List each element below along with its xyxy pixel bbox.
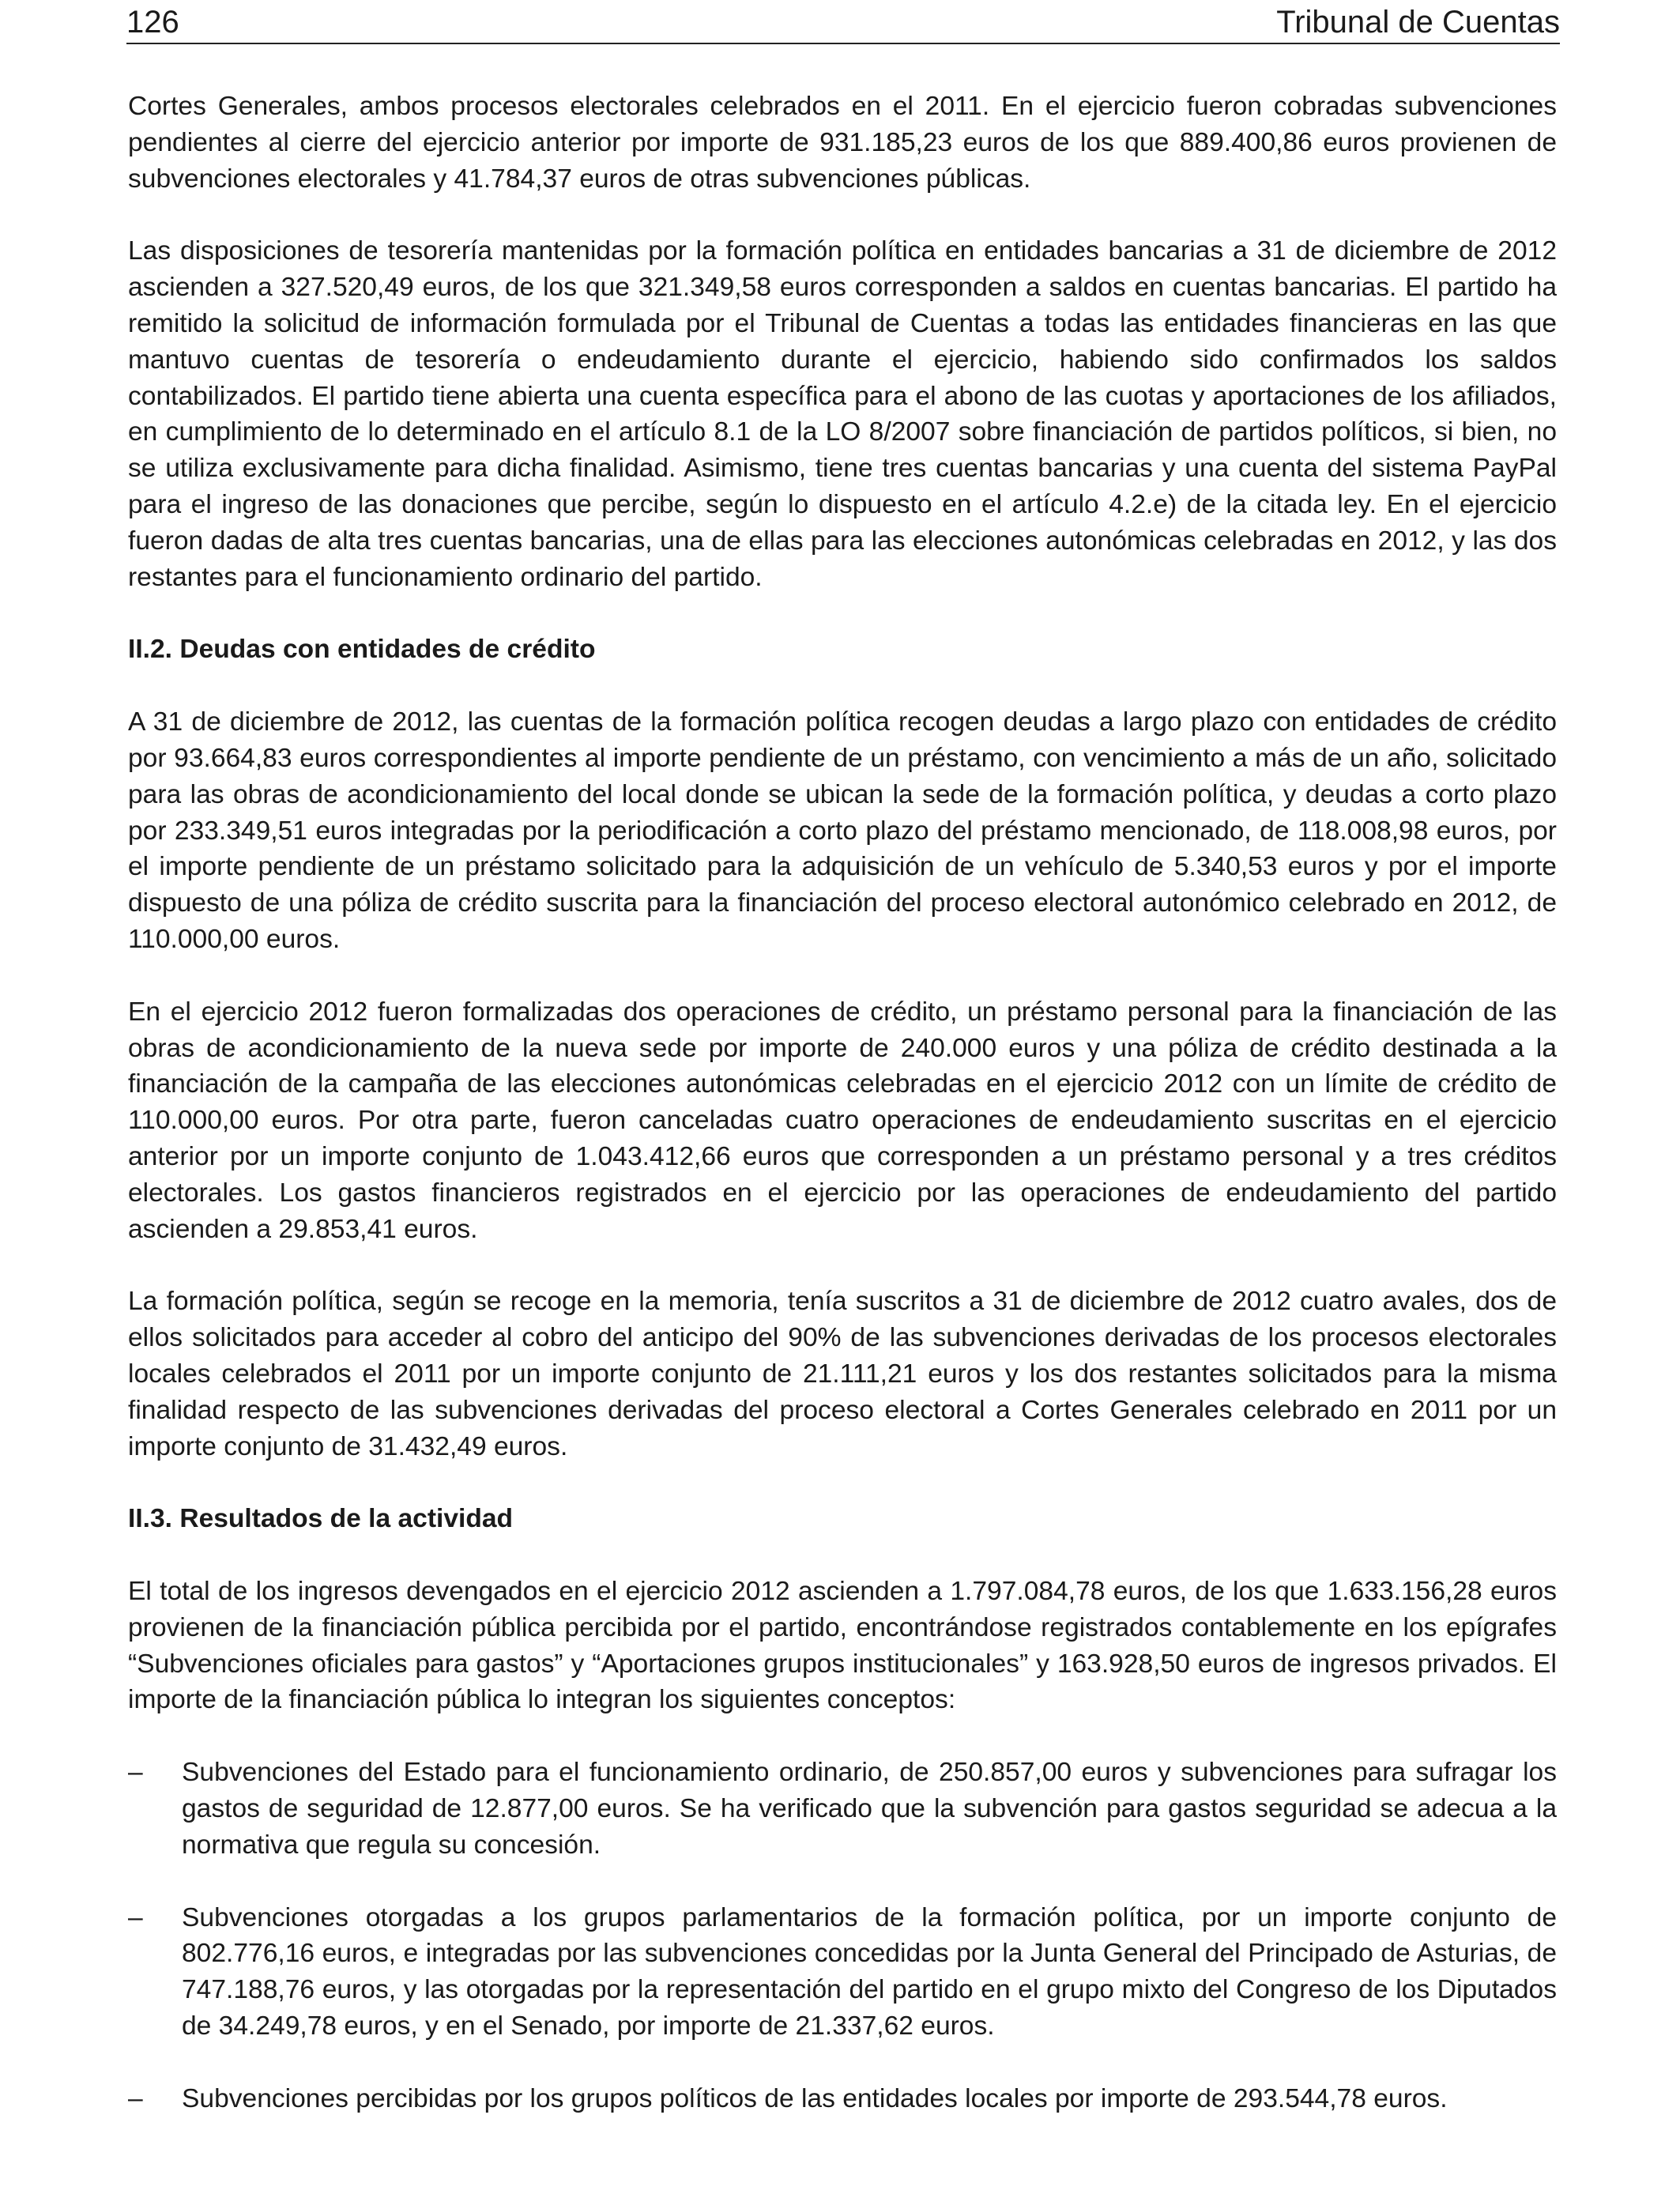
list-item xyxy=(128,1900,1557,2045)
publication-title: Tribunal de Cuentas xyxy=(1276,5,1560,40)
paragraph: En el ejercicio 2012 fueron formalizadas dos operaciones de crédito, un préstamo personal para la financiación de las obras de acondicionamiento de la nueva sede por importe de 240.000 euros y una póliza de crédito destinada a la financiación de la campaña de las elecciones autonómicas celebradas en el ejercicio 2012 con un límite de crédito de 110.000,00 euros. Por otra parte, fueron canceladas cuatro operaciones de endeudamiento suscritas en el ejercicio anterior por un importe conjunto de 1.043.412,66 euros que corresponden a un préstamo personal y a tres créditos electorales. Los gastos financieros registrados en el ejercicio por las operaciones de endeudamiento del partido ascienden a 29.853,41 euros. xyxy=(128,997,1557,1244)
dash-bullet: – xyxy=(128,1902,143,1932)
list-item-text: Subvenciones otorgadas a los grupos parlamentarios de la formación política, por un importe conjunto de 802.776,16 euros, e integradas por las subvenciones concedidas por la Junta General del Principado de Asturias, de 747.188,76 euros, y las otorgadas por la representación del partido en el grupo mixto del Congreso de los Diputados de 34.249,78 euros, y en el Senado, por importe de 21.337,62 euros. xyxy=(182,1902,1557,2041)
page-header xyxy=(126,2,1560,44)
page-number: 126 xyxy=(126,5,179,40)
dash-bullet: – xyxy=(128,2083,143,2113)
list-item-text: Subvenciones del Estado para el funcionamiento ordinario, de 250.857,00 euros y subvenciones para sufragar los gastos de seguridad de 12.877,00 euros. Se ha verificado que la subvención para gastos seguridad se adecua a la normativa que regula su concesión. xyxy=(182,1758,1557,1860)
paragraph: El total de los ingresos devengados en el ejercicio 2012 ascienden a 1.797.084,78 euros, de los que 1.633.156,28 euros provienen de la financiación pública percibida por el partido, encontrándose registrados contablemente en los epígrafes “Subvenciones oficiales para gastos” y “Aportaciones grupos institucionales” y 163.928,50 euros de ingresos privados. El importe de la financiación pública lo integran los siguientes conceptos: xyxy=(128,1577,1557,1715)
bullet-list xyxy=(128,1755,1557,2117)
paragraph: A 31 de diciembre de 2012, las cuentas de la formación política recogen deudas a largo plazo con entidades de crédito por 93.664,83 euros correspondientes al importe pendiente de un préstamo, con vencimiento a más de un año, solicitado para las obras de acondicionamiento del local donde se ubican la sede de la formación política, y deudas a corto plazo por 233.349,51 euros integradas por la periodificación a corto plazo del préstamo mencionado, de 118.008,98 euros, por el importe pendiente de un préstamo solicitado para la adquisición de un vehículo de 5.340,53 euros y por el importe dispuesto de una póliza de crédito suscrita para la financiación del proceso electoral autonómico celebrado en 2012, de 110.000,00 euros. xyxy=(128,707,1557,954)
list-item-text: Subvenciones percibidas por los grupos políticos de las entidades locales por importe de 293.544,78 euros. xyxy=(182,2083,1448,2113)
paragraph: La formación política, según se recoge en la memoria, tenía suscritos a 31 de diciembre de 2012 cuatro avales, dos de ellos solicitados para acceder al cobro del anticipo del 90% de las subvenciones derivadas de los procesos electorales locales celebrados el 2011 por un importe conjunto de 21.111,21 euros y los dos restantes solicitados para la misma finalidad respecto de las subvenciones derivadas del proceso electoral a Cortes Generales celebrado en 2011 por un importe conjunto de 31.432,49 euros. xyxy=(128,1287,1557,1461)
list-item xyxy=(128,2081,1557,2117)
paragraph: Las disposiciones de tesorería mantenidas por la formación política en entidades bancarias a 31 de diciembre de 2012 ascienden a 327.520,49 euros, de los que 321.349,58 euros corresponden a saldos en cuentas bancarias. El partido ha remitido la solicitud de información formulada por el Tribunal de Cuentas a todas las entidades financieras en las que mantuvo cuentas de tesorería o endeudamiento durante el ejercicio, habiendo sido confirmados los saldos contabilizados. El partido tiene abierta una cuenta específica para el abono de las cuotas y aportaciones de los afiliados, en cumplimiento de lo determinado en el artículo 8.1 de la LO 8/2007 sobre financiación de partidos políticos, si bien, no se utiliza exclusivamente para dicha finalidad. Asimismo, tiene tres cuentas bancarias y una cuenta del sistema PayPal para el ingreso de las donaciones que percibe, según lo dispuesto en el artículo 4.2.e) de la citada ley. En el ejercicio fueron dadas de alta tres cuentas bancarias, una de ellas para las elecciones autonómicas celebradas en 2012, y las dos restantes para el funcionamiento ordinario del partido. xyxy=(128,236,1557,592)
section-heading: II.2. Deudas con entidades de crédito xyxy=(128,635,596,665)
section-heading: II.3. Resultados de la actividad xyxy=(128,1504,514,1534)
dash-bullet: – xyxy=(128,1758,143,1788)
list-item xyxy=(128,1755,1557,1863)
page-body xyxy=(128,89,1557,2154)
paragraph: Cortes Generales, ambos procesos electorales celebrados en el 2011. En el ejercicio fueron cobradas subvenciones pendientes al cierre del ejercicio anterior por importe de 931.185,23 euros de los que 889.400,86 euros provienen de subvenciones electorales y 41.784,37 euros de otras subvenciones públicas. xyxy=(128,92,1557,194)
